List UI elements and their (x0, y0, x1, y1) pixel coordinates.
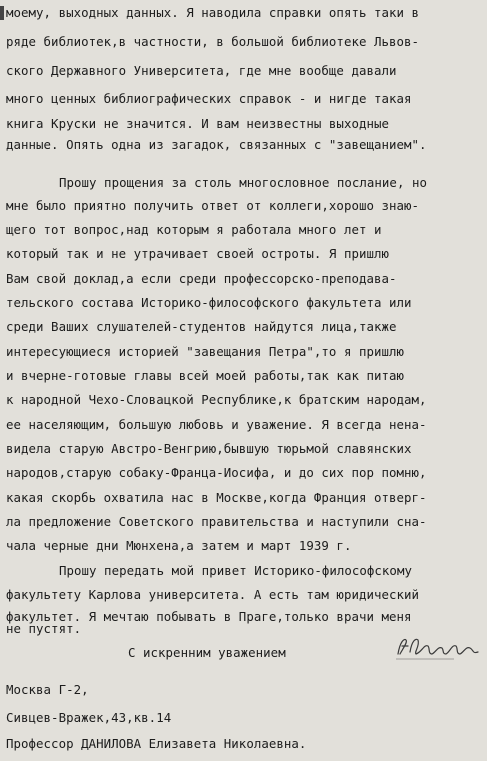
text-line: много ценных библиографических справок - и нигде такая (6, 91, 412, 106)
text-line: к народной Чехо-Словацкой Республике,к братским народам, (6, 392, 427, 407)
margin-mark (0, 6, 4, 20)
closing-line: С искренним уважением (128, 645, 286, 660)
text-line: факультету Карлова университета. А есть там юридический (6, 587, 420, 602)
text-line: факультет. Я мечтаю побывать в Праге,только врачи меня (6, 609, 412, 624)
address-line: Москва Г-2, (6, 682, 89, 697)
text-line: книга Круски не значится. И вам неизвестны выходные (6, 116, 389, 131)
address-line: Профессор ДАНИЛОВА Елизавета Николаевна. (6, 736, 307, 751)
text-line: мне было приятно получить ответ от коллеги,хорошо знаю- (6, 198, 420, 213)
text-line: ее населяющим, большую любовь и уважение. Я всегда нена- (6, 417, 427, 432)
text-line: Прошу передать мой привет Историко-философскому (59, 563, 412, 578)
text-line: ряде библиотек,в частности, в большой библиотеке Львов- (6, 34, 420, 49)
text-line: видела старую Австро-Венгрию,бывшую тюрьмой славянских (6, 441, 412, 456)
text-line: тельского состава Историко-философского факультета или (6, 295, 412, 310)
text-line: интересующиеся историей "завещания Петра",то я пришлю (6, 344, 405, 359)
text-line: какая скорбь охватила нас в Москве,когда Франция отверг- (6, 490, 427, 505)
text-line: и вчерне-готовые главы всей моей работы,так как питаю (6, 368, 405, 383)
text-line: ского Державного Университета, где мне вообще давали (6, 63, 397, 78)
text-line: народов,старую собаку-Франца-Иосифа, и до сих пор помню, (6, 465, 427, 480)
text-line: данные. Опять одна из загадок, связанных с "завещанием". (6, 137, 427, 152)
text-line: Вам свой доклад,а если среди профессорско-преподава- (6, 271, 397, 286)
text-line: щего тот вопрос,над которым я работала много лет и (6, 222, 382, 237)
text-line: не пустят. (6, 621, 82, 636)
text-line: который так и не утрачивает своей остроты. Я пришлю (6, 246, 389, 261)
address-line: Сивцев-Вражек,43,кв.14 (6, 710, 172, 725)
text-line: ла предложение Советского правительства и наступили сна- (6, 514, 427, 529)
text-line: Прошу прощения за столь многословное послание, но (59, 175, 427, 190)
text-line: среди Ваших слушателей-студентов найдутся лица,также (6, 319, 397, 334)
text-line: чала черные дни Мюнхена,а затем и март 1939 г. (6, 538, 352, 553)
handwritten-signature (394, 632, 484, 662)
text-line: моему, выходных данных. Я наводила справки опять таки в (6, 5, 420, 20)
